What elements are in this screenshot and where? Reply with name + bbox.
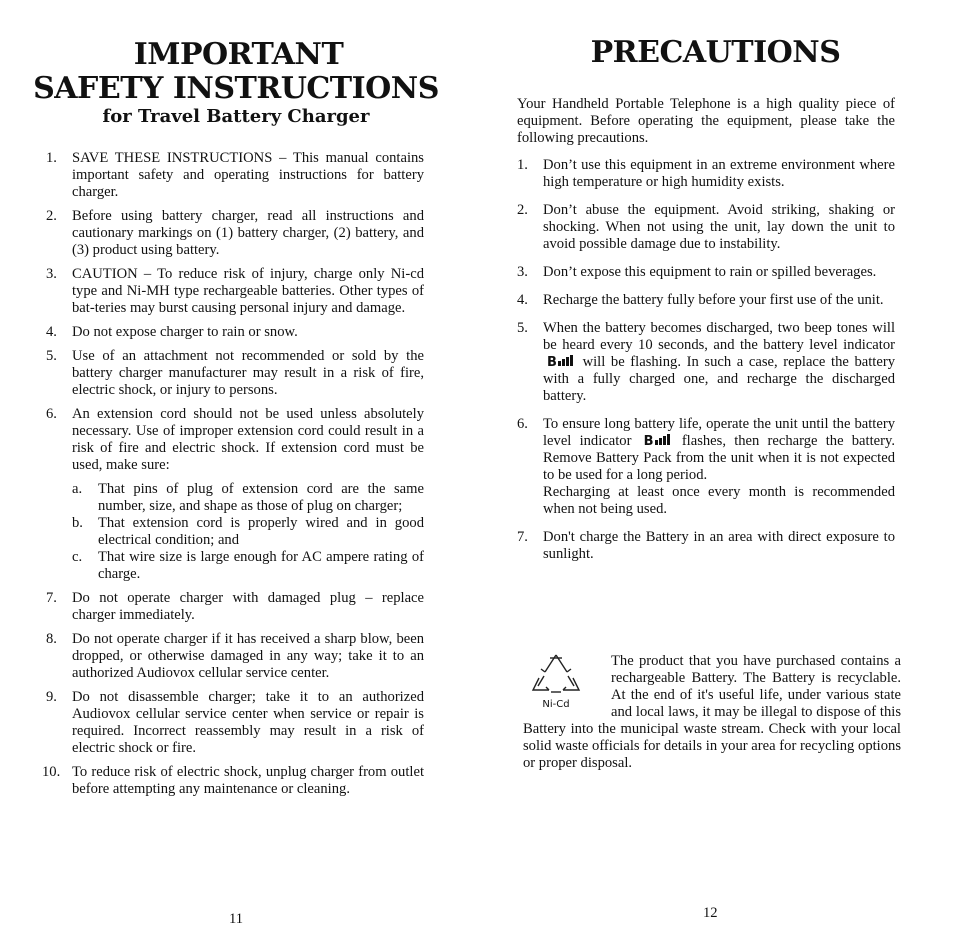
list-item <box>46 348 424 399</box>
item-number: 1. <box>46 150 57 166</box>
indicator-bar <box>566 357 569 366</box>
item-number: 6. <box>46 406 57 422</box>
page-number-right: 12 <box>703 905 718 921</box>
indicator-bar <box>655 440 658 445</box>
list-item <box>517 202 895 253</box>
list-item <box>46 631 424 682</box>
precautions-list <box>517 157 895 563</box>
item-text: Don’t expose this equipment to rain or spilled beverages. <box>543 264 877 280</box>
indicator-bar <box>570 355 573 366</box>
precautions-intro: Your Handheld Portable Telephone is a high quality piece of equipment. Before operating the equipment, please take the following precautions. <box>517 96 895 146</box>
list-item <box>517 157 895 191</box>
safety-title-line2: SAFETY INSTRUCTIONS <box>33 71 439 106</box>
safety-title-line1: IMPORTANT <box>133 37 344 72</box>
indicator-bar <box>667 434 670 445</box>
item-text: When the battery becomes discharged, two beep tones will be heard every 10 seconds, and the battery level indicator <box>543 320 895 353</box>
list-item <box>46 208 424 259</box>
item-text: will be flashing. In such a case, replace the battery with a fully charged one, and recharge the discharged battery. <box>543 354 895 404</box>
item-number: 5. <box>46 348 57 364</box>
indicator-bar <box>659 438 662 445</box>
list-item <box>517 264 895 281</box>
sub-item-text: That wire size is large enough for AC ampere rating of charge. <box>98 549 424 582</box>
list-item <box>517 320 895 405</box>
item-number: 3. <box>517 264 528 280</box>
item-text: SAVE THESE INSTRUCTIONS – This manual contains important safety and operating instructions for battery charger. <box>72 150 424 200</box>
recycle-label: Ni-Cd <box>542 699 570 710</box>
sub-item <box>72 515 424 549</box>
indicator-bar <box>558 361 561 366</box>
item-text: To reduce risk of electric shock, unplug charger from outlet before attempting any maintenance or cleaning. <box>72 764 424 797</box>
safety-list <box>42 150 424 798</box>
list-item <box>517 416 895 518</box>
item-number: 8. <box>46 631 57 647</box>
sub-item-text: That pins of plug of extension cord are the same number, size, and shape as those of plug on charger; <box>98 481 424 514</box>
list-item <box>42 764 424 798</box>
item-text: Recharge the battery fully before your first use of the unit. <box>543 292 884 308</box>
list-item <box>46 150 424 201</box>
list-item <box>517 292 895 309</box>
item-number: 2. <box>517 202 528 218</box>
list-item <box>517 529 895 563</box>
precautions-title: PRECAUTIONS <box>590 35 841 70</box>
item-number: 10. <box>42 764 61 780</box>
item-number: 9. <box>46 689 57 705</box>
item-text: Use of an attachment not recommended or sold by the battery charger manufacturer may result in a risk of fire, electric shock, or injury to persons. <box>72 348 424 398</box>
item-number: 4. <box>46 324 57 340</box>
item-text: CAUTION – To reduce risk of injury, charge only Ni-cd type and Ni-MH type rechargeable batteries. Other types of bat-teries may burst causing personal injury and damage. <box>72 266 424 316</box>
list-item <box>46 266 424 317</box>
battery-level-indicator <box>644 433 670 450</box>
indicator-letter: B <box>547 355 557 370</box>
item-number: 6. <box>517 416 528 432</box>
item-text: Do not expose charger to rain or snow. <box>72 324 298 340</box>
sub-item-letter: b. <box>72 515 83 531</box>
indicator-letter: B <box>643 434 654 449</box>
item-text: Recharging at least once every month is recommended when not being used. <box>543 484 895 517</box>
safety-subtitle: for Travel Battery Charger <box>102 106 370 127</box>
item-text: Do not operate charger with damaged plug – replace charger immediately. <box>72 590 424 623</box>
item-number: 3. <box>46 266 57 282</box>
battery-level-indicator <box>547 354 573 371</box>
item-number: 1. <box>517 157 528 173</box>
item-text: Don’t abuse the equipment. Avoid striking, shaking or shocking. When not using the unit, lay down the unit to avoid possible damage due to instability. <box>543 202 895 252</box>
list-item <box>46 689 424 757</box>
indicator-bar <box>562 359 565 366</box>
list-item <box>46 590 424 624</box>
item-text: Before using battery charger, read all instructions and cautionary markings on (1) battery charger, (2) battery, and (3) product using battery. <box>72 208 424 258</box>
list-item <box>46 324 424 341</box>
item-text: flashes, then recharge the battery. Remove Battery Pack from the unit when it is not expected to be used for a long period. <box>543 433 895 483</box>
item-text: Don't charge the Battery in an area with direct exposure to sunlight. <box>543 529 895 562</box>
item-number: 7. <box>517 529 528 545</box>
item-text: Don’t use this equipment in an extreme environment where high temperature or high humidity exists. <box>543 157 895 190</box>
recycle-text: The product that you have purchased contains a rechargeable Battery. The Battery is recyclable. At the end of it's useful life, under various state and local laws, it may be illegal to dispose of this Battery into the municipal waste stream. Check with your local solid waste officials for details in your area for recycling options or proper disposal. <box>523 653 901 771</box>
indicator-bar <box>663 436 666 445</box>
page-number-left: 11 <box>229 911 244 927</box>
list-item <box>46 406 424 583</box>
sub-item <box>72 481 424 515</box>
item-number: 4. <box>517 292 528 308</box>
sub-item-text: That extension cord is properly wired and in good electrical condition; and <box>98 515 424 548</box>
item-text: Do not disassemble charger; take it to an authorized Audiovox cellular service center when service or repair is required. Incorrect reassembly may result in a risk of electric shock or fire. <box>72 689 424 756</box>
item-number: 2. <box>46 208 57 224</box>
sub-item-letter: c. <box>72 549 83 565</box>
item-text: Do not operate charger if it has received a sharp blow, been dropped, or otherwise damaged in any way; take it to an authorized Audiovox cellular service center. <box>72 631 424 681</box>
item-text: To ensure long battery life, operate the unit until the battery level indicator <box>543 416 895 449</box>
item-number: 5. <box>517 320 528 336</box>
sub-item-letter: a. <box>72 481 83 497</box>
recycle-paragraph <box>523 653 901 772</box>
item-number: 7. <box>46 590 57 606</box>
item-text: An extension cord should not be used unless absolutely necessary. Use of improper extension cord could result in a risk of fire and electric shock. If extension cord must be used, make sure: <box>72 406 424 473</box>
sub-item <box>72 549 424 583</box>
